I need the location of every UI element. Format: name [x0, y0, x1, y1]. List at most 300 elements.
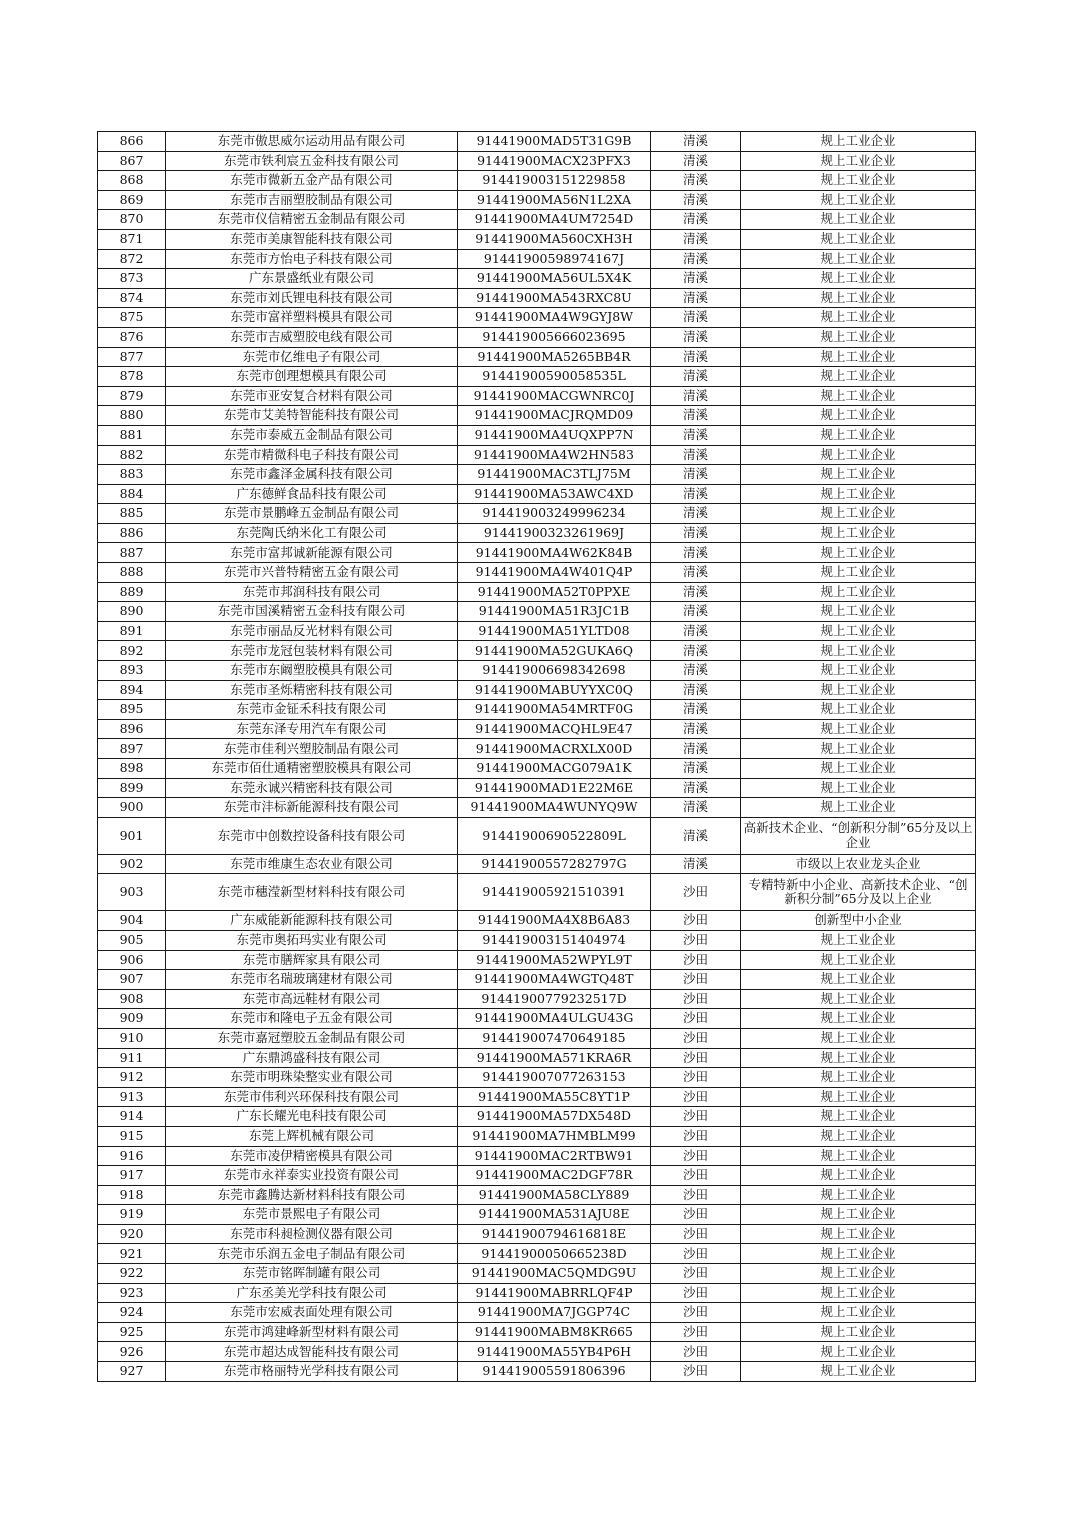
enterprise-type-cell: 规上工业企业 [741, 1205, 976, 1225]
enterprise-type-cell: 规上工业企业 [741, 950, 976, 970]
town-cell: 沙田 [651, 1068, 741, 1088]
credit-code-cell: 91441900MA4X8B6A83 [458, 911, 651, 931]
enterprise-type-cell: 规上工业企业 [741, 661, 976, 681]
credit-code-cell: 91441900779232517D [458, 989, 651, 1009]
row-number-cell: 880 [98, 406, 166, 426]
town-cell: 沙田 [651, 1283, 741, 1303]
company-name-cell: 东莞市国溪精密五金科技有限公司 [166, 602, 458, 622]
enterprise-type-cell: 规上工业企业 [741, 1048, 976, 1068]
enterprise-type-cell: 规上工业企业 [741, 347, 976, 367]
enterprise-type-cell: 规上工业企业 [741, 445, 976, 465]
company-name-cell: 东莞市高远鞋材有限公司 [166, 989, 458, 1009]
row-number-cell: 881 [98, 425, 166, 445]
town-cell: 清溪 [651, 308, 741, 328]
credit-code-cell: 91441900590058535L [458, 367, 651, 387]
credit-code-cell: 914419003151404974 [458, 930, 651, 950]
company-name-cell: 东莞市亿维电子有限公司 [166, 347, 458, 367]
table-row [98, 1068, 976, 1088]
table-row [98, 425, 976, 445]
company-name-cell: 东莞市景熙电子有限公司 [166, 1205, 458, 1225]
company-name-cell: 东莞市方怡电子科技有限公司 [166, 249, 458, 269]
town-cell: 沙田 [651, 1185, 741, 1205]
town-cell: 清溪 [651, 367, 741, 387]
credit-code-cell: 91441900MA4W9GYJ8W [458, 308, 651, 328]
credit-code-cell: 914419005591806396 [458, 1362, 651, 1382]
row-number-cell: 900 [98, 798, 166, 818]
row-number-cell: 914 [98, 1107, 166, 1127]
credit-code-cell: 91441900MA52WPYL9T [458, 950, 651, 970]
company-name-cell: 东莞市东阚塑胶模具有限公司 [166, 661, 458, 681]
table-row [98, 989, 976, 1009]
town-cell: 沙田 [651, 950, 741, 970]
credit-code-cell: 91441900MA560CXH3H [458, 229, 651, 249]
town-cell: 清溪 [651, 151, 741, 171]
company-name-cell: 东莞市创理想模具有限公司 [166, 367, 458, 387]
enterprise-type-cell: 规上工业企业 [741, 621, 976, 641]
credit-code-cell: 91441900MA52T0PPXE [458, 582, 651, 602]
enterprise-type-cell: 专精特新中小企业、高新技术企业、“创新积分制”65分及以上企业 [741, 874, 976, 911]
town-cell: 沙田 [651, 1107, 741, 1127]
company-name-cell: 东莞市丽品反光材料有限公司 [166, 621, 458, 641]
table-row [98, 1342, 976, 1362]
table-row [98, 484, 976, 504]
enterprise-type-cell: 规上工业企业 [741, 759, 976, 779]
table-row [98, 386, 976, 406]
company-name-cell: 东莞市名瑞玻璃建材有限公司 [166, 970, 458, 990]
table-row [98, 190, 976, 210]
town-cell: 沙田 [651, 1244, 741, 1264]
table-row [98, 930, 976, 950]
enterprise-table-body [98, 132, 976, 1382]
company-name-cell: 东莞市超达成智能科技有限公司 [166, 1342, 458, 1362]
table-row [98, 210, 976, 230]
credit-code-cell: 914419005666023695 [458, 327, 651, 347]
table-row [98, 719, 976, 739]
enterprise-type-cell: 规上工业企业 [741, 425, 976, 445]
table-row [98, 1126, 976, 1146]
town-cell: 沙田 [651, 970, 741, 990]
town-cell: 清溪 [651, 563, 741, 583]
credit-code-cell: 91441900MA4UQXPP7N [458, 425, 651, 445]
town-cell: 清溪 [651, 854, 741, 874]
company-name-cell: 东莞市奥拓玛实业有限公司 [166, 930, 458, 950]
company-name-cell: 东莞陶氏纳米化工有限公司 [166, 523, 458, 543]
credit-code-cell: 91441900MAD5T31G9B [458, 132, 651, 152]
enterprise-type-cell: 规上工业企业 [741, 523, 976, 543]
table-row [98, 504, 976, 524]
enterprise-type-cell: 创新型中小企业 [741, 911, 976, 931]
table-row [98, 700, 976, 720]
row-number-cell: 894 [98, 680, 166, 700]
table-row [98, 1107, 976, 1127]
row-number-cell: 875 [98, 308, 166, 328]
credit-code-cell: 91441900MA55C8YT1P [458, 1087, 651, 1107]
row-number-cell: 895 [98, 700, 166, 720]
row-number-cell: 889 [98, 582, 166, 602]
town-cell: 沙田 [651, 1342, 741, 1362]
town-cell: 清溪 [651, 269, 741, 289]
company-name-cell: 东莞市精微科电子科技有限公司 [166, 445, 458, 465]
enterprise-table [97, 131, 976, 1382]
company-name-cell: 东莞市艾美特智能科技有限公司 [166, 406, 458, 426]
company-name-cell: 东莞市凌伊精密模具有限公司 [166, 1146, 458, 1166]
table-row [98, 1166, 976, 1186]
company-name-cell: 广东长耀光电科技有限公司 [166, 1107, 458, 1127]
table-row [98, 229, 976, 249]
town-cell: 清溪 [651, 523, 741, 543]
credit-code-cell: 91441900MA51R3JC1B [458, 602, 651, 622]
enterprise-type-cell: 规上工业企业 [741, 739, 976, 759]
enterprise-type-cell: 规上工业企业 [741, 1224, 976, 1244]
table-row [98, 1146, 976, 1166]
enterprise-type-cell: 规上工业企业 [741, 641, 976, 661]
company-name-cell: 广东丞美光学科技有限公司 [166, 1283, 458, 1303]
row-number-cell: 923 [98, 1283, 166, 1303]
enterprise-type-cell: 规上工业企业 [741, 989, 976, 1009]
row-number-cell: 885 [98, 504, 166, 524]
town-cell: 清溪 [651, 582, 741, 602]
credit-code-cell: 91441900MA51YLTD08 [458, 621, 651, 641]
company-name-cell: 广东威能新能源科技有限公司 [166, 911, 458, 931]
enterprise-type-cell: 规上工业企业 [741, 700, 976, 720]
company-name-cell: 东莞市鑫泽金属科技有限公司 [166, 465, 458, 485]
company-name-cell: 东莞市景鹏峰五金制品有限公司 [166, 504, 458, 524]
town-cell: 清溪 [651, 327, 741, 347]
table-row [98, 759, 976, 779]
credit-code-cell: 91441900557282797G [458, 854, 651, 874]
credit-code-cell: 91441900794616818E [458, 1224, 651, 1244]
credit-code-cell: 91441900MACRXLX00D [458, 739, 651, 759]
enterprise-type-cell: 规上工业企业 [741, 210, 976, 230]
company-name-cell: 东莞市铁利宸五金科技有限公司 [166, 151, 458, 171]
table-row [98, 347, 976, 367]
enterprise-type-cell: 规上工业企业 [741, 582, 976, 602]
credit-code-cell: 91441900MACX23PFX3 [458, 151, 651, 171]
table-row [98, 1322, 976, 1342]
credit-code-cell: 91441900MABUYYXC0Q [458, 680, 651, 700]
enterprise-type-cell: 规上工业企业 [741, 1185, 976, 1205]
row-number-cell: 898 [98, 759, 166, 779]
table-row [98, 778, 976, 798]
table-row [98, 249, 976, 269]
credit-code-cell: 91441900MAC5QMDG9U [458, 1264, 651, 1284]
company-name-cell: 东莞市亚安复合材料有限公司 [166, 386, 458, 406]
town-cell: 清溪 [651, 759, 741, 779]
row-number-cell: 877 [98, 347, 166, 367]
town-cell: 沙田 [651, 1028, 741, 1048]
credit-code-cell: 91441900MA53AWC4XD [458, 484, 651, 504]
table-row [98, 288, 976, 308]
company-name-cell: 东莞市吉威塑胶电线有限公司 [166, 327, 458, 347]
town-cell: 沙田 [651, 911, 741, 931]
company-name-cell: 东莞市兴普特精密五金有限公司 [166, 563, 458, 583]
row-number-cell: 891 [98, 621, 166, 641]
enterprise-type-cell: 高新技术企业、“创新积分制”65分及以上企业 [741, 817, 976, 854]
enterprise-type-cell: 市级以上农业龙头企业 [741, 854, 976, 874]
row-number-cell: 872 [98, 249, 166, 269]
town-cell: 清溪 [651, 798, 741, 818]
credit-code-cell: 91441900050665238D [458, 1244, 651, 1264]
enterprise-type-cell: 规上工业企业 [741, 1028, 976, 1048]
row-number-cell: 896 [98, 719, 166, 739]
enterprise-type-cell: 规上工业企业 [741, 327, 976, 347]
enterprise-type-cell: 规上工业企业 [741, 563, 976, 583]
table-row [98, 621, 976, 641]
town-cell: 清溪 [651, 543, 741, 563]
company-name-cell: 东莞市仪信精密五金制品有限公司 [166, 210, 458, 230]
table-row [98, 1362, 976, 1382]
table-row [98, 132, 976, 152]
enterprise-type-cell: 规上工业企业 [741, 132, 976, 152]
credit-code-cell: 91441900MA4UM7254D [458, 210, 651, 230]
row-number-cell: 876 [98, 327, 166, 347]
enterprise-type-cell: 规上工业企业 [741, 406, 976, 426]
table-row [98, 523, 976, 543]
credit-code-cell: 914419003151229858 [458, 171, 651, 191]
company-name-cell: 东莞市铭晖制罐有限公司 [166, 1264, 458, 1284]
row-number-cell: 892 [98, 641, 166, 661]
row-number-cell: 887 [98, 543, 166, 563]
enterprise-type-cell: 规上工业企业 [741, 1126, 976, 1146]
company-name-cell: 东莞市鸿建峰新型材料有限公司 [166, 1322, 458, 1342]
row-number-cell: 869 [98, 190, 166, 210]
row-number-cell: 924 [98, 1303, 166, 1323]
table-row [98, 641, 976, 661]
town-cell: 清溪 [651, 778, 741, 798]
company-name-cell: 东莞上辉机械有限公司 [166, 1126, 458, 1146]
credit-code-cell: 91441900MA4W62K84B [458, 543, 651, 563]
row-number-cell: 913 [98, 1087, 166, 1107]
town-cell: 清溪 [651, 288, 741, 308]
credit-code-cell: 91441900MAC3TLJ75M [458, 465, 651, 485]
credit-code-cell: 91441900MA7HMBLM99 [458, 1126, 651, 1146]
table-row [98, 1028, 976, 1048]
row-number-cell: 886 [98, 523, 166, 543]
row-number-cell: 908 [98, 989, 166, 1009]
table-row [98, 739, 976, 759]
town-cell: 沙田 [651, 1146, 741, 1166]
credit-code-cell: 91441900MA7JGGP74C [458, 1303, 651, 1323]
company-name-cell: 东莞市维康生态农业有限公司 [166, 854, 458, 874]
row-number-cell: 883 [98, 465, 166, 485]
credit-code-cell: 91441900MAC2RTBW91 [458, 1146, 651, 1166]
town-cell: 清溪 [651, 602, 741, 622]
town-cell: 清溪 [651, 386, 741, 406]
town-cell: 沙田 [651, 1322, 741, 1342]
row-number-cell: 893 [98, 661, 166, 681]
row-number-cell: 878 [98, 367, 166, 387]
enterprise-type-cell: 规上工业企业 [741, 504, 976, 524]
enterprise-type-cell: 规上工业企业 [741, 930, 976, 950]
row-number-cell: 927 [98, 1362, 166, 1382]
company-name-cell: 东莞市龙冠包装材料有限公司 [166, 641, 458, 661]
enterprise-type-cell: 规上工业企业 [741, 1303, 976, 1323]
row-number-cell: 879 [98, 386, 166, 406]
town-cell: 沙田 [651, 1303, 741, 1323]
town-cell: 清溪 [651, 249, 741, 269]
credit-code-cell: 91441900MA58CLY889 [458, 1185, 651, 1205]
credit-code-cell: 91441900MACJRQMD09 [458, 406, 651, 426]
row-number-cell: 873 [98, 269, 166, 289]
town-cell: 清溪 [651, 190, 741, 210]
credit-code-cell: 91441900MA56UL5X4K [458, 269, 651, 289]
credit-code-cell: 91441900MABRRLQF4P [458, 1283, 651, 1303]
town-cell: 清溪 [651, 641, 741, 661]
credit-code-cell: 91441900MA52GUKA6Q [458, 641, 651, 661]
enterprise-type-cell: 规上工业企业 [741, 1264, 976, 1284]
town-cell: 清溪 [651, 719, 741, 739]
enterprise-type-cell: 规上工业企业 [741, 680, 976, 700]
table-row [98, 680, 976, 700]
company-name-cell: 东莞市永祥泰实业投资有限公司 [166, 1166, 458, 1186]
row-number-cell: 888 [98, 563, 166, 583]
enterprise-type-cell: 规上工业企业 [741, 1166, 976, 1186]
town-cell: 清溪 [651, 739, 741, 759]
table-row [98, 602, 976, 622]
company-name-cell: 东莞市沣标新能源科技有限公司 [166, 798, 458, 818]
company-name-cell: 东莞市中创数控设备科技有限公司 [166, 817, 458, 854]
town-cell: 清溪 [651, 621, 741, 641]
table-row [98, 563, 976, 583]
enterprise-type-cell: 规上工业企业 [741, 1362, 976, 1382]
company-name-cell: 东莞市佰仕通精密塑胶模具有限公司 [166, 759, 458, 779]
company-name-cell: 东莞市穗滢新型材料科技有限公司 [166, 874, 458, 911]
credit-code-cell: 914419007470649185 [458, 1028, 651, 1048]
table-row [98, 1205, 976, 1225]
enterprise-type-cell: 规上工业企业 [741, 171, 976, 191]
enterprise-type-cell: 规上工业企业 [741, 602, 976, 622]
table-row [98, 1224, 976, 1244]
company-name-cell: 东莞市金钲禾科技有限公司 [166, 700, 458, 720]
table-row [98, 367, 976, 387]
row-number-cell: 917 [98, 1166, 166, 1186]
enterprise-type-cell: 规上工业企业 [741, 1244, 976, 1264]
town-cell: 沙田 [651, 1264, 741, 1284]
row-number-cell: 922 [98, 1264, 166, 1284]
row-number-cell: 882 [98, 445, 166, 465]
company-name-cell: 东莞市微新五金产品有限公司 [166, 171, 458, 191]
credit-code-cell: 91441900MA54MRTF0G [458, 700, 651, 720]
table-row [98, 950, 976, 970]
table-row [98, 970, 976, 990]
enterprise-type-cell: 规上工业企业 [741, 269, 976, 289]
company-name-cell: 东莞市宏威表面处理有限公司 [166, 1303, 458, 1323]
credit-code-cell: 91441900MA57DX548D [458, 1107, 651, 1127]
enterprise-type-cell: 规上工业企业 [741, 484, 976, 504]
enterprise-type-cell: 规上工业企业 [741, 386, 976, 406]
enterprise-type-cell: 规上工业企业 [741, 1322, 976, 1342]
town-cell: 清溪 [651, 680, 741, 700]
row-number-cell: 909 [98, 1009, 166, 1029]
table-row [98, 1185, 976, 1205]
row-number-cell: 906 [98, 950, 166, 970]
row-number-cell: 918 [98, 1185, 166, 1205]
row-number-cell: 916 [98, 1146, 166, 1166]
credit-code-cell: 91441900MA4W401Q4P [458, 563, 651, 583]
enterprise-type-cell: 规上工业企业 [741, 1068, 976, 1088]
credit-code-cell: 91441900323261969J [458, 523, 651, 543]
row-number-cell: 907 [98, 970, 166, 990]
row-number-cell: 871 [98, 229, 166, 249]
table-row [98, 874, 976, 911]
table-row [98, 911, 976, 931]
table-row [98, 661, 976, 681]
company-name-cell: 东莞市格丽特光学科技有限公司 [166, 1362, 458, 1382]
credit-code-cell: 91441900MA4ULGU43G [458, 1009, 651, 1029]
row-number-cell: 926 [98, 1342, 166, 1362]
row-number-cell: 911 [98, 1048, 166, 1068]
enterprise-type-cell: 规上工业企业 [741, 1087, 976, 1107]
row-number-cell: 915 [98, 1126, 166, 1146]
town-cell: 沙田 [651, 874, 741, 911]
table-row [98, 151, 976, 171]
row-number-cell: 870 [98, 210, 166, 230]
table-row [98, 1009, 976, 1029]
company-name-cell: 东莞市傲思威尔运动用品有限公司 [166, 132, 458, 152]
enterprise-type-cell: 规上工业企业 [741, 1342, 976, 1362]
credit-code-cell: 914419003249996234 [458, 504, 651, 524]
table-row [98, 1264, 976, 1284]
town-cell: 清溪 [651, 504, 741, 524]
enterprise-type-cell: 规上工业企业 [741, 543, 976, 563]
credit-code-cell: 91441900MACG079A1K [458, 759, 651, 779]
row-number-cell: 903 [98, 874, 166, 911]
enterprise-type-cell: 规上工业企业 [741, 778, 976, 798]
town-cell: 沙田 [651, 930, 741, 950]
row-number-cell: 902 [98, 854, 166, 874]
town-cell: 清溪 [651, 229, 741, 249]
town-cell: 沙田 [651, 989, 741, 1009]
row-number-cell: 897 [98, 739, 166, 759]
table-row [98, 1303, 976, 1323]
table-row [98, 465, 976, 485]
enterprise-type-cell: 规上工业企业 [741, 308, 976, 328]
row-number-cell: 901 [98, 817, 166, 854]
credit-code-cell: 914419005921510391 [458, 874, 651, 911]
row-number-cell: 920 [98, 1224, 166, 1244]
company-name-cell: 东莞市刘氏锂电科技有限公司 [166, 288, 458, 308]
town-cell: 清溪 [651, 132, 741, 152]
table-row [98, 327, 976, 347]
enterprise-type-cell: 规上工业企业 [741, 719, 976, 739]
company-name-cell: 东莞市明珠染整实业有限公司 [166, 1068, 458, 1088]
row-number-cell: 919 [98, 1205, 166, 1225]
company-name-cell: 东莞市泰威五金制品有限公司 [166, 425, 458, 445]
town-cell: 清溪 [651, 171, 741, 191]
enterprise-type-cell: 规上工业企业 [741, 229, 976, 249]
company-name-cell: 东莞市佳利兴塑胶制品有限公司 [166, 739, 458, 759]
enterprise-type-cell: 规上工业企业 [741, 249, 976, 269]
table-row [98, 308, 976, 328]
enterprise-type-cell: 规上工业企业 [741, 151, 976, 171]
company-name-cell: 东莞市富祥塑料模具有限公司 [166, 308, 458, 328]
row-number-cell: 866 [98, 132, 166, 152]
table-row [98, 1048, 976, 1068]
town-cell: 沙田 [651, 1362, 741, 1382]
table-row [98, 171, 976, 191]
credit-code-cell: 91441900MA55YB4P6H [458, 1342, 651, 1362]
company-name-cell: 东莞市乐润五金电子制品有限公司 [166, 1244, 458, 1264]
company-name-cell: 东莞永诚兴精密科技有限公司 [166, 778, 458, 798]
company-name-cell: 东莞市伟利兴环保科技有限公司 [166, 1087, 458, 1107]
row-number-cell: 921 [98, 1244, 166, 1264]
company-name-cell: 广东鼎鸿盛科技有限公司 [166, 1048, 458, 1068]
town-cell: 清溪 [651, 700, 741, 720]
credit-code-cell: 91441900690522809L [458, 817, 651, 854]
company-name-cell: 东莞市邦润科技有限公司 [166, 582, 458, 602]
table-row [98, 269, 976, 289]
enterprise-type-cell: 规上工业企业 [741, 465, 976, 485]
